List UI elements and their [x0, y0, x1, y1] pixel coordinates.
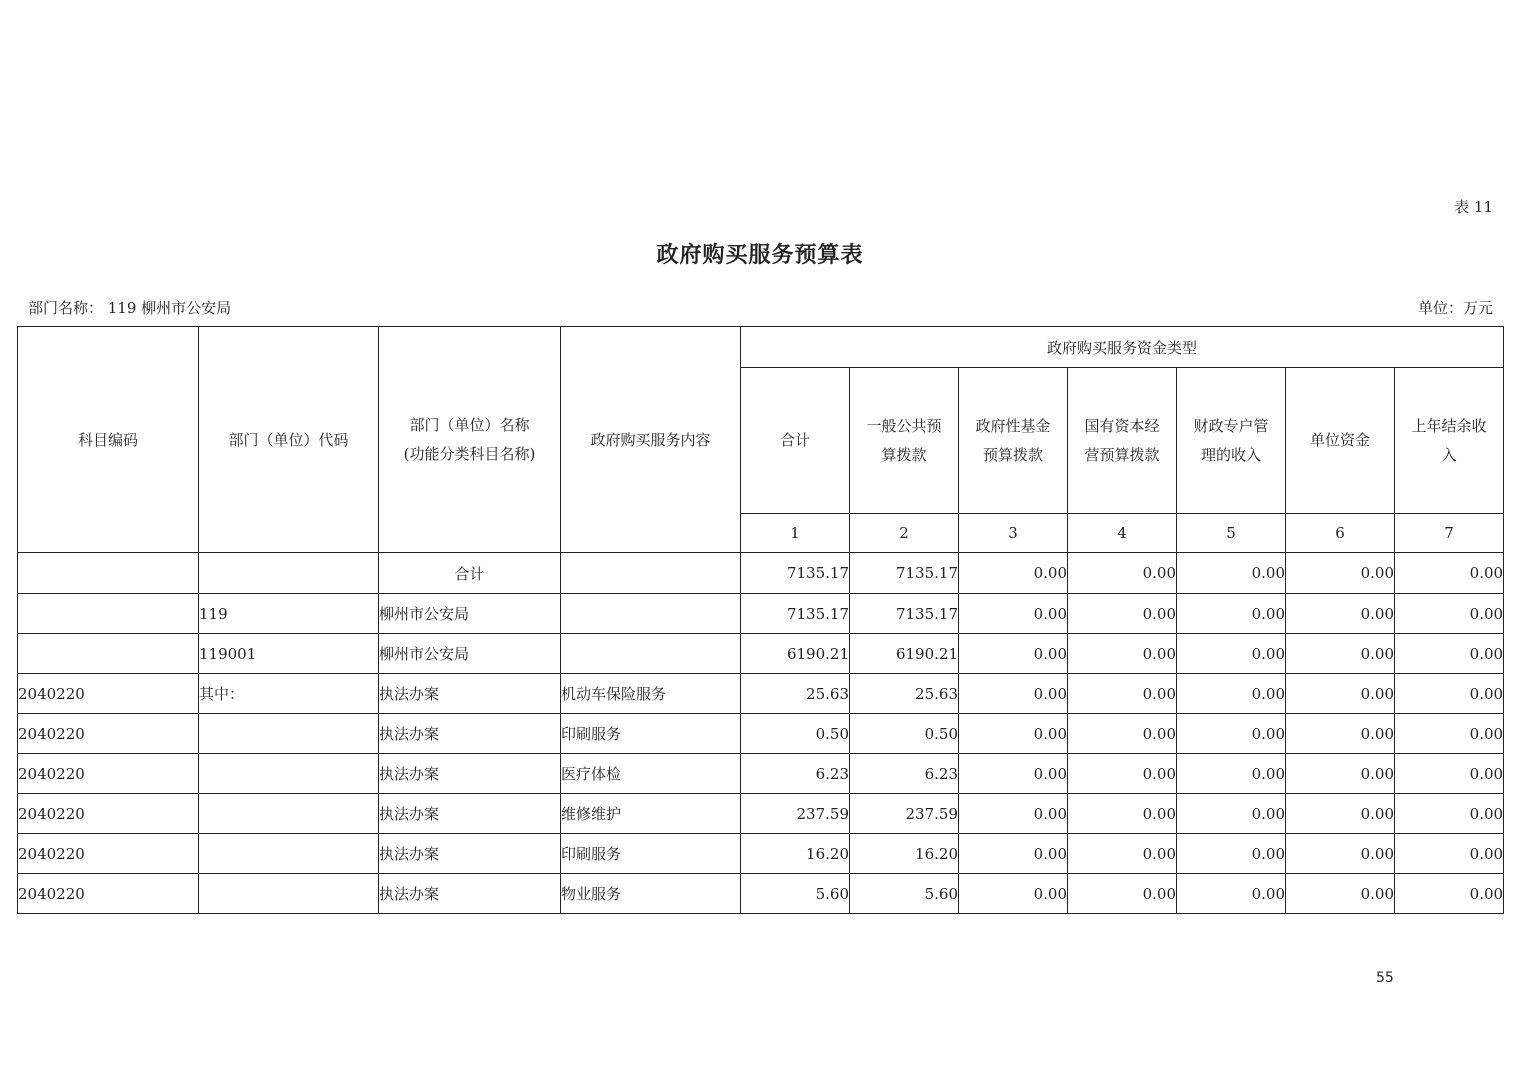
amount-cell: 0.00: [1286, 874, 1395, 914]
subject-code-cell: 2040220: [18, 874, 199, 914]
amount-cell: 0.00: [959, 634, 1068, 674]
amount-cell: 0.00: [959, 714, 1068, 754]
dept-code-cell: 其中：: [199, 674, 379, 714]
header-column-line2: 算拨款: [881, 445, 927, 464]
header-dept-name-line1: 部门（单位）名称: [409, 415, 530, 434]
amount-cell: 7135.17: [741, 594, 850, 634]
header-column-4: [1068, 368, 1177, 514]
dept-name-cell: 柳州市公安局: [379, 634, 561, 674]
service-content-cell: 医疗体检: [561, 754, 741, 794]
header-dept-code: 部门（单位）代码: [199, 327, 379, 553]
subject-code-cell: 2040220: [18, 714, 199, 754]
amount-cell: 0.00: [1286, 834, 1395, 874]
amount-cell: 0.00: [1395, 714, 1504, 754]
header-column-line2: 理的收入: [1200, 445, 1261, 464]
dept-name-cell: 执法办案: [379, 874, 561, 914]
amount-cell: 0.00: [1286, 714, 1395, 754]
amount-cell: 6.23: [850, 754, 959, 794]
dept-name-cell: 执法办案: [379, 674, 561, 714]
amount-cell: 0.00: [1395, 634, 1504, 674]
header-column-line1: 一般公共预: [866, 416, 942, 435]
amount-cell: 0.00: [1395, 794, 1504, 834]
amount-cell: 0.00: [959, 754, 1068, 794]
table-row: [18, 754, 1504, 794]
header-column-line1: 合计: [779, 431, 810, 449]
budget-table: [17, 326, 1504, 914]
amount-cell: 7135.17: [741, 553, 850, 594]
header-column-line2: 营预算拨款: [1084, 445, 1160, 464]
table-row: [18, 874, 1504, 914]
department-name: 部门名称： 119 柳州市公安局: [28, 299, 232, 317]
amount-cell: 0.00: [959, 794, 1068, 834]
unit-label: 单位：万元: [1417, 299, 1493, 317]
header-dept-name-line2: (功能分类科目名称): [403, 444, 536, 463]
service-content-cell: [561, 594, 741, 634]
amount-cell: 5.60: [741, 874, 850, 914]
amount-cell: 0.00: [1177, 874, 1286, 914]
service-content-cell: 维修维护: [561, 794, 741, 834]
header-row-1: [18, 327, 1504, 368]
header-column-line1: 单位资金: [1309, 431, 1370, 449]
amount-cell: 0.00: [1395, 674, 1504, 714]
dept-code-cell: 119001: [199, 634, 379, 674]
header-dept-name: [379, 327, 561, 553]
header-service-content: 政府购买服务内容: [561, 327, 741, 553]
dept-name-cell: 合计: [379, 553, 561, 594]
amount-cell: 0.00: [1395, 553, 1504, 594]
service-content-cell: 印刷服务: [561, 714, 741, 754]
subject-code-cell: 2040220: [18, 794, 199, 834]
amount-cell: 16.20: [850, 834, 959, 874]
amount-cell: 0.50: [741, 714, 850, 754]
amount-cell: 0.00: [1177, 714, 1286, 754]
table-row: [18, 674, 1504, 714]
header-fund-type: 政府购买服务资金类型: [741, 327, 1504, 368]
dept-code-cell: [199, 714, 379, 754]
amount-cell: 0.00: [1286, 634, 1395, 674]
amount-cell: 0.00: [1068, 714, 1177, 754]
header-column-number: 5: [1177, 514, 1286, 553]
amount-cell: 0.00: [1177, 794, 1286, 834]
page-number: 55: [1376, 970, 1394, 986]
amount-cell: 25.63: [741, 674, 850, 714]
service-content-cell: [561, 553, 741, 594]
service-content-cell: 物业服务: [561, 874, 741, 914]
subject-code-cell: 2040220: [18, 834, 199, 874]
table-row: [18, 714, 1504, 754]
amount-cell: 0.00: [1177, 594, 1286, 634]
header-column-line1: 上年结余收: [1411, 416, 1487, 435]
header-column-number: 1: [741, 514, 850, 553]
header-column-number: 4: [1068, 514, 1177, 553]
amount-cell: 0.00: [1286, 553, 1395, 594]
amount-cell: 0.50: [850, 714, 959, 754]
header-column-number: 7: [1395, 514, 1504, 553]
table-row: [18, 594, 1504, 634]
dept-code-cell: [199, 834, 379, 874]
amount-cell: 0.00: [1177, 553, 1286, 594]
service-content-cell: [561, 634, 741, 674]
subject-code-cell: 2040220: [18, 754, 199, 794]
dept-code-cell: [199, 794, 379, 834]
amount-cell: 0.00: [959, 874, 1068, 914]
amount-cell: 16.20: [741, 834, 850, 874]
amount-cell: 0.00: [1177, 634, 1286, 674]
table-row: [18, 794, 1504, 834]
table-row: [18, 834, 1504, 874]
amount-cell: 0.00: [959, 594, 1068, 634]
amount-cell: 6190.21: [741, 634, 850, 674]
amount-cell: 0.00: [1068, 594, 1177, 634]
header-column-2: [850, 368, 959, 514]
amount-cell: 0.00: [1286, 674, 1395, 714]
header-column-6: [1286, 368, 1395, 514]
header-column-3: [959, 368, 1068, 514]
subject-code-cell: [18, 553, 199, 594]
subject-code-cell: [18, 594, 199, 634]
header-column-line2: 入: [1441, 445, 1457, 464]
header-column-line2: 预算拨款: [982, 445, 1043, 464]
amount-cell: 7135.17: [850, 553, 959, 594]
amount-cell: 0.00: [1395, 834, 1504, 874]
table-row: [18, 634, 1504, 674]
amount-cell: 0.00: [959, 674, 1068, 714]
header-column-number: 6: [1286, 514, 1395, 553]
dept-name-cell: 执法办案: [379, 754, 561, 794]
amount-cell: 0.00: [1068, 874, 1177, 914]
amount-cell: 0.00: [1068, 754, 1177, 794]
dept-code-cell: 119: [199, 594, 379, 634]
header-column-7: [1395, 368, 1504, 514]
amount-cell: 0.00: [1395, 874, 1504, 914]
dept-name-cell: 执法办案: [379, 714, 561, 754]
dept-name-cell: 执法办案: [379, 794, 561, 834]
amount-cell: 0.00: [959, 553, 1068, 594]
dept-code-cell: [199, 553, 379, 594]
amount-cell: 0.00: [1395, 594, 1504, 634]
header-subject-code: 科目编码: [18, 327, 199, 553]
header-column-line1: 财政专户管: [1193, 416, 1269, 435]
amount-cell: 0.00: [1068, 553, 1177, 594]
dept-name-cell: 执法办案: [379, 834, 561, 874]
amount-cell: 0.00: [959, 834, 1068, 874]
amount-cell: 0.00: [1068, 834, 1177, 874]
header-column-5: [1177, 368, 1286, 514]
amount-cell: 0.00: [1068, 634, 1177, 674]
page-title: 政府购买服务预算表: [656, 242, 864, 268]
amount-cell: 7135.17: [850, 594, 959, 634]
amount-cell: 0.00: [1177, 754, 1286, 794]
header-column-line1: 政府性基金: [975, 416, 1051, 435]
dept-name-cell: 柳州市公安局: [379, 594, 561, 634]
amount-cell: 0.00: [1286, 594, 1395, 634]
amount-cell: 237.59: [741, 794, 850, 834]
header-column-line1: 国有资本经: [1084, 416, 1160, 435]
amount-cell: 0.00: [1177, 834, 1286, 874]
dept-code-cell: [199, 754, 379, 794]
amount-cell: 6190.21: [850, 634, 959, 674]
table-row: [18, 553, 1504, 594]
amount-cell: 0.00: [1068, 674, 1177, 714]
subject-code-cell: [18, 634, 199, 674]
amount-cell: 0.00: [1286, 754, 1395, 794]
header-column-1: [741, 368, 850, 514]
amount-cell: 237.59: [850, 794, 959, 834]
amount-cell: 0.00: [1395, 754, 1504, 794]
amount-cell: 0.00: [1286, 794, 1395, 834]
amount-cell: 0.00: [1068, 794, 1177, 834]
subject-code-cell: 2040220: [18, 674, 199, 714]
service-content-cell: 机动车保险服务: [561, 674, 741, 714]
amount-cell: 0.00: [1177, 674, 1286, 714]
header-column-number: 3: [959, 514, 1068, 553]
dept-code-cell: [199, 874, 379, 914]
amount-cell: 5.60: [850, 874, 959, 914]
table-number: 表 11: [1454, 198, 1493, 216]
amount-cell: 25.63: [850, 674, 959, 714]
header-column-number: 2: [850, 514, 959, 553]
amount-cell: 6.23: [741, 754, 850, 794]
service-content-cell: 印刷服务: [561, 834, 741, 874]
